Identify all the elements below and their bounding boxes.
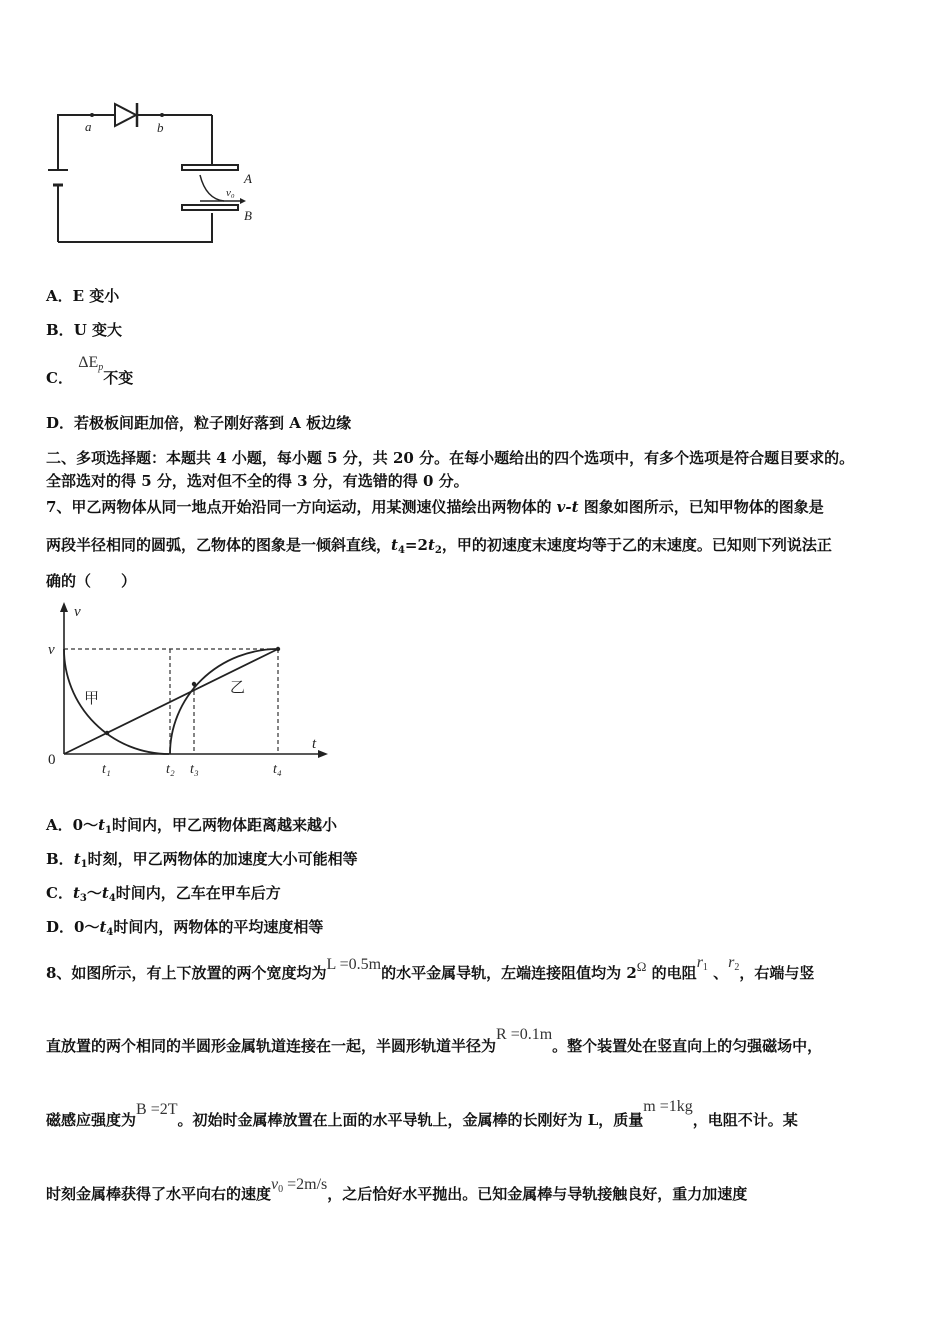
- x-axis-arrow: [318, 750, 328, 758]
- math-v0: $v_0 =2m/s$: [271, 1176, 328, 1195]
- v0-label: v₀: [226, 187, 235, 199]
- q7-option-d: D．$0\sim t_4$时间内，两物体的平均速度相等: [46, 918, 324, 938]
- vt-chart: [40, 600, 340, 780]
- math-B: B =2T: [136, 1101, 178, 1118]
- end-point-t4: [276, 647, 280, 651]
- x-tick-t1: t₁: [102, 762, 111, 777]
- v-tick-label: v: [48, 642, 55, 658]
- q8-line1: 8、如图所示，有上下放置的两个宽度均为L =0.5m的水平金属导轨，左端连接阻值均为 2Ω 的电阻$r_1$ 、$r_2$，右端与竖: [46, 954, 815, 982]
- q8-line4: 时刻金属棒获得了水平向右的速度$v_0 =2m/s$，之后恰好水平抛出。已知金属棒与导轨接触良好，重力加速度: [46, 1176, 748, 1203]
- q7-option-c: C．$t_3\sim t_4$时间内，乙车在甲车后方: [46, 884, 281, 904]
- node-a-label: a: [85, 119, 92, 134]
- series-jia-arc2: [170, 649, 278, 754]
- q7-line3: 确的（ ）: [46, 572, 137, 590]
- x-tick-t4: t₄: [273, 762, 282, 777]
- circuit-diagram: [40, 95, 280, 255]
- q8-line2: 直放置的两个相同的半圆形金属轨道连接在一起，半圆形轨道半径为R =0.1m。整个装置处在竖直向上的匀强磁场中，: [46, 1026, 823, 1055]
- math-R: R =0.1m: [496, 1026, 553, 1043]
- math-r1: $r_1$: [696, 954, 708, 973]
- intersection-t3: [192, 682, 196, 686]
- q6-option-c: C． $\Delta E_p$不变: [46, 354, 134, 387]
- section2-line2: 全部选对的得 5 分，选对但不全的得 3 分，有选错的得 0 分。: [46, 472, 469, 490]
- y-axis-arrow: [60, 602, 68, 612]
- x-tick-t3: t₃: [190, 762, 199, 777]
- q7-option-a: A．$0\sim t_1$时间内，甲乙两物体距离越来越小: [46, 816, 337, 836]
- intersection-t1: [105, 731, 109, 735]
- x-axis-label: t: [312, 736, 317, 752]
- math-r2: $r_2$: [728, 954, 740, 973]
- series-yi-label: 乙: [230, 680, 246, 696]
- q6-option-a: A．E 变小: [46, 287, 120, 305]
- series-jia-arc1: [64, 649, 169, 754]
- q7-option-b: B．$t_1$时刻，甲乙两物体的加速度大小可能相等: [46, 850, 358, 870]
- q6-option-d: D．若极板间距加倍，粒子刚好落到 A 板边缘: [46, 414, 352, 432]
- q8-line3: 磁感应强度为B =2T。初始时金属棒放置在上面的水平导轨上，金属棒的长刚好为 L，质量m =1kg，电阻不计。某: [46, 1098, 798, 1129]
- delta-ep: $\Delta E_p$: [78, 354, 104, 373]
- section2-line1: 二、多项选择题：本题共 4 小题，每小题 5 分，共 20 分。在每小题给出的四个选项中，有多个选项是符合题目要求的。: [46, 449, 855, 467]
- q7-line1: 7、甲乙两物体从同一地点开始沿同一方向运动，用某测速仪描绘出两物体的 v-t 图象如图所示，已知甲物体的图象是: [46, 498, 824, 516]
- math-L: L =0.5m: [326, 956, 382, 973]
- math-m: m =1kg: [643, 1098, 693, 1115]
- y-axis-label: v: [74, 604, 81, 620]
- q7-line2: 两段半径相同的圆弧，乙物体的图象是一倾斜直线，$t_4=2t_2$，甲的初速度末速度均等于乙的末速度。已知则下列说法正: [46, 536, 832, 556]
- q6-option-b: B．U 变大: [46, 321, 122, 339]
- series-jia-label: 甲: [84, 691, 100, 707]
- plate-a-label: A: [244, 171, 252, 186]
- plate-b-label: B: [244, 208, 252, 223]
- x-tick-t2: t₂: [166, 762, 175, 777]
- origin-label: 0: [48, 752, 56, 768]
- node-b-label: b: [157, 120, 164, 135]
